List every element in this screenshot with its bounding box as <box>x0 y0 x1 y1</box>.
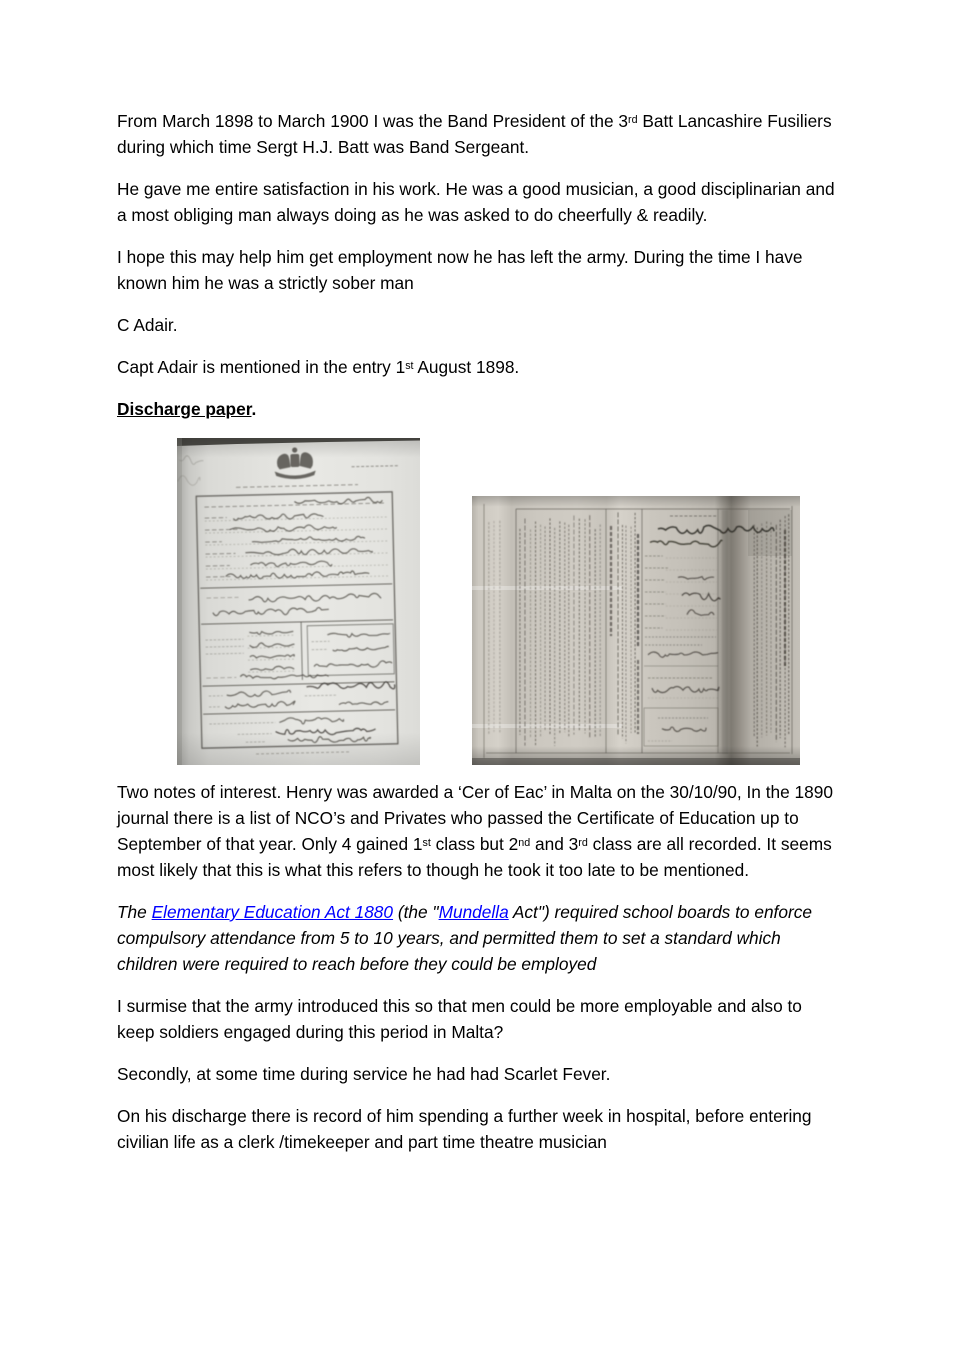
para-two-notes <box>117 779 841 883</box>
para-satisfaction <box>117 176 841 228</box>
discharge-paper-reverse-photo <box>472 496 800 765</box>
link-mundella[interactable]: Mundella <box>438 902 509 922</box>
text-segment: Discharge paper <box>117 399 252 419</box>
text-segment: Secondly, at some time during service he had had Scarlet Fever. <box>117 1064 611 1084</box>
text-segment: Two notes of interest. Henry was awarded a ‘Cer of Eac’ in Malta on the 30/10/90, In the 1890 journal there is a list of NCO’s and Privates who passed the Certificate of Education up to September of that year. Only 4 gained 1 <box>117 782 833 854</box>
superscript-text: st <box>422 836 431 849</box>
superscript-text: rd <box>628 113 638 126</box>
document-body-text <box>117 108 841 1171</box>
text-segment: class but 2 <box>430 834 519 854</box>
discharge-certificate-photo <box>177 438 420 765</box>
discharge-certificate-image <box>177 438 420 765</box>
para-discharge-heading <box>117 396 841 422</box>
text-segment: Capt Adair is mentioned in the entry 1 <box>117 357 406 377</box>
link-elementary-education-act-1880[interactable]: Elementary Education Act 1880 <box>151 902 394 922</box>
text-segment: August 1898. <box>413 357 520 377</box>
superscript-text: nd <box>518 836 531 849</box>
para-scarlet-fever <box>117 1061 841 1087</box>
text-segment: From March 1898 to March 1900 I was the Band President of the 3 <box>117 111 629 131</box>
photo2-vignette <box>472 496 800 765</box>
text-segment: I hope this may help him get employment now he has left the army. During the time I have known him he was a strictly sober man <box>117 247 803 293</box>
text-segment: and 3 <box>530 834 579 854</box>
text-segment: On his discharge there is record of him spending a further week in hospital, before entering civilian life as a clerk /timekeeper and part time theatre musician <box>117 1106 812 1152</box>
text-segment: Act") required school boards to enforce compulsory attendance from 5 to 10 years, and permitted them to set a standard which children were required to reach before they could be employed <box>117 902 812 974</box>
para-band-president <box>117 108 841 160</box>
text-segment: (the " <box>393 902 439 922</box>
para-surmise <box>117 993 841 1045</box>
text-segment: class are all recorded. It seems most likely that this is what this refers to though he took it too late to be mentioned. <box>117 834 832 880</box>
para-employment <box>117 244 841 296</box>
para-education-act <box>117 899 841 977</box>
text-segment: The <box>117 902 152 922</box>
photo1-vignette <box>177 438 420 765</box>
discharge-paper-figures <box>177 438 841 765</box>
superscript-text: st <box>405 359 414 372</box>
discharge-paper-reverse-image <box>472 496 800 765</box>
superscript-text: rd <box>578 836 588 849</box>
para-capt-adair <box>117 354 841 380</box>
text-segment: Batt Lancashire Fusiliers during which time Sergt H.J. Batt was Band Sergeant. <box>117 111 832 157</box>
text-segment: C Adair. <box>117 315 178 335</box>
text-segment: He gave me entire satisfaction in his work. He was a good musician, a good disciplinarian and a most obliging man always doing as he was asked to do cheerfully & readily. <box>117 179 835 225</box>
text-segment: . <box>251 399 257 419</box>
para-discharge-record <box>117 1103 841 1155</box>
para-c-adair <box>117 312 841 338</box>
text-segment: I surmise that the army introduced this so that men could be more employable and also to keep soldiers engaged during this period in Malta? <box>117 996 802 1042</box>
